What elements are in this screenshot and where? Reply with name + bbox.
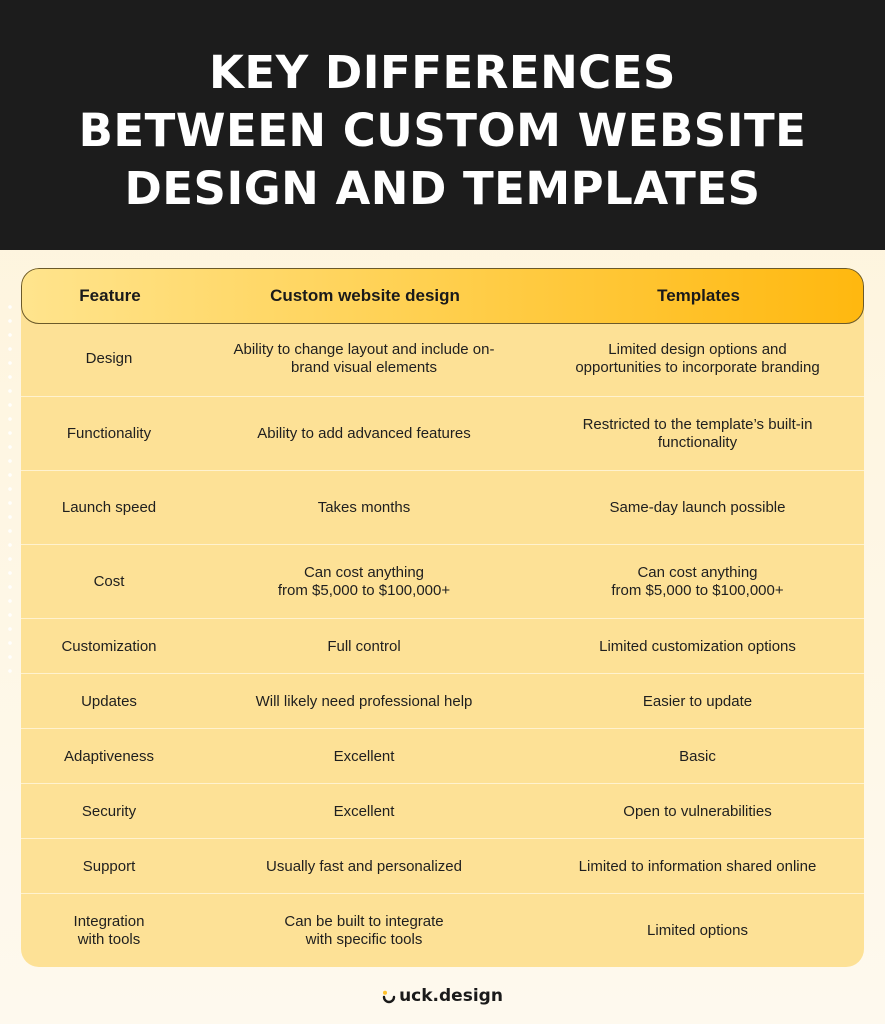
cell-feature: Security	[81, 802, 137, 820]
cell-templates: Same-day launch possible	[609, 499, 786, 516]
table-row	[21, 728, 864, 784]
cell-custom: Takes months	[317, 499, 411, 516]
cell-templates: Can cost anything from $5,000 to $100,000+	[611, 564, 784, 599]
cell-templates: Basic	[679, 747, 716, 765]
footer	[0, 983, 885, 1009]
page-title	[0, 44, 885, 218]
decorative-dots	[6, 300, 14, 680]
cell-custom: Excellent	[333, 747, 395, 765]
cell-feature: Integration with tools	[73, 913, 145, 948]
cell-templates: Limited to information shared online	[578, 857, 817, 875]
cell-custom: Can cost anything from $5,000 to $100,000+	[277, 564, 451, 599]
logo-text: uck.design	[399, 986, 503, 1006]
cell-custom: Usually fast and personalized	[266, 857, 462, 875]
comparison-table	[21, 268, 864, 967]
cell-feature: Adaptiveness	[63, 747, 155, 765]
cell-templates: Easier to update	[642, 692, 753, 710]
cell-custom: Full control	[327, 637, 401, 655]
cell-feature: Cost	[93, 573, 125, 590]
cell-templates: Limited customization options	[599, 637, 796, 655]
table-row	[21, 396, 864, 471]
cell-templates: Restricted to the template’s built-in functionality	[582, 416, 813, 451]
table-row	[21, 470, 864, 545]
cell-custom: Excellent	[333, 802, 395, 820]
header-feature: Feature	[79, 286, 141, 305]
header-templates: Templates	[657, 286, 740, 305]
header-banner	[0, 0, 885, 250]
table-row	[21, 544, 864, 619]
cell-feature: Customization	[61, 637, 157, 655]
table-row	[21, 838, 864, 894]
cell-custom: Ability to add advanced features	[257, 425, 471, 442]
header-custom-website-design: Custom website design	[270, 286, 460, 305]
cell-feature: Support	[82, 857, 136, 875]
table-header	[21, 268, 864, 324]
cell-feature: Design	[85, 350, 133, 367]
cell-templates: Open to vulnerabilities	[623, 802, 772, 820]
cell-feature: Launch speed	[61, 499, 157, 516]
table-row	[21, 322, 864, 396]
table-row	[21, 893, 864, 967]
title-line: KEY DIFFERENCES	[209, 46, 676, 99]
cell-feature: Updates	[81, 692, 137, 710]
cell-custom: Can be built to integrate with specific tools	[284, 913, 444, 948]
table-row	[21, 783, 864, 839]
cell-templates: Limited options	[647, 922, 748, 939]
title-line: DESIGN AND TEMPLATES	[124, 162, 761, 215]
table-row	[21, 618, 864, 674]
table-row	[21, 673, 864, 729]
title-line: BETWEEN CUSTOM WEBSITE	[78, 104, 807, 157]
duck-logo-icon	[382, 990, 396, 1004]
cell-custom: Ability to change layout and include on- brand visual elements	[233, 341, 495, 376]
cell-custom: Will likely need professional help	[255, 692, 473, 710]
cell-feature: Functionality	[66, 425, 152, 442]
cell-templates: Limited design options and opportunities to incorporate branding	[575, 341, 820, 376]
